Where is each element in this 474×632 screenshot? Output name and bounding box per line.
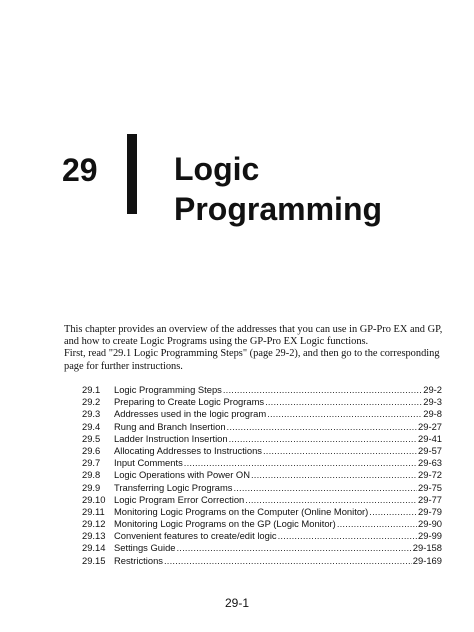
toc-entry-29-5[interactable]	[82, 433, 442, 445]
toc-section-title: Addresses used in the logic program	[114, 408, 267, 420]
toc-section-title: Ladder Instruction Insertion	[114, 432, 228, 444]
toc-page-number: 29-79	[418, 505, 442, 517]
toc-section-number: 29.13	[82, 530, 106, 542]
toc-section-title: Allocating Addresses to Instructions	[114, 444, 262, 456]
toc-section-title: Transferring Logic Programs	[114, 481, 233, 493]
intro-line: and how to create Logic Programs using the GP-Pro EX Logic functions.	[64, 336, 369, 348]
chapter-title	[174, 149, 382, 229]
chapter-title-line-1: Logic	[174, 151, 260, 187]
toc-section-title: Input Comments	[114, 457, 183, 469]
toc-page-number: 29-2	[423, 384, 442, 395]
toc-leader-dots	[265, 396, 422, 408]
toc-page-number: 29-72	[418, 469, 442, 481]
toc-leader-dots	[227, 421, 417, 433]
toc-section-number: 29.15	[82, 554, 106, 566]
toc-section-title: Monitoring Logic Programs on the Computer (Online Monitor)	[114, 505, 369, 517]
toc-page-number: 29-63	[418, 457, 442, 469]
toc-page-number: 29-90	[418, 518, 442, 530]
toc-section-number: 29.12	[82, 518, 106, 530]
toc-page-number: 29-75	[418, 481, 442, 493]
chapter-number: 29	[62, 152, 98, 188]
toc-leader-dots	[251, 469, 417, 481]
toc-leader-dots	[233, 482, 417, 494]
toc-section-number: 29.7	[82, 457, 101, 469]
toc-leader-dots	[184, 457, 417, 469]
toc-page-number: 29-3	[423, 396, 442, 408]
toc-page-number: 29-169	[412, 554, 442, 566]
toc-page-number: 29-57	[418, 444, 442, 456]
toc-entry-29-1[interactable]	[82, 384, 442, 396]
toc-section-title: Logic Program Error Correction	[114, 493, 245, 505]
intro-line: First, read "29.1 Logic Programming Steps" (page 29-2), and then go to the corresponding	[64, 348, 440, 360]
toc-section-number: 29.10	[82, 493, 106, 505]
toc-section-number: 29.6	[82, 444, 101, 456]
toc-section-title: Preparing to Create Logic Programs	[114, 396, 265, 408]
toc-leader-dots	[337, 518, 417, 530]
toc-entry-29-4[interactable]	[82, 421, 442, 433]
toc-section-number: 29.9	[82, 481, 101, 493]
toc-entry-29-9[interactable]	[82, 482, 442, 494]
toc-page-number: 29-77	[418, 493, 442, 505]
toc-page-number: 29-41	[418, 432, 442, 444]
toc-section-number: 29.5	[82, 432, 101, 444]
page-footer-number: 29-1	[224, 596, 250, 610]
toc-section-number: 29.14	[82, 542, 106, 554]
toc-page-number: 29-99	[418, 530, 442, 542]
toc-section-title: Monitoring Logic Programs on the GP (Logic Monitor)	[114, 518, 336, 530]
chapter-title-line-2: Programming	[174, 191, 383, 227]
toc-leader-dots	[164, 555, 412, 567]
toc-section-number: 29.11	[82, 505, 105, 517]
toc-section-title: Logic Programming Steps	[114, 384, 222, 395]
toc-leader-dots	[278, 530, 417, 542]
intro-line: page for further instructions.	[64, 360, 183, 372]
toc-leader-dots	[245, 494, 417, 506]
toc-page-number: 29-158	[412, 542, 442, 554]
toc-entry-29-12[interactable]	[82, 518, 442, 530]
toc-entry-29-10[interactable]	[82, 494, 442, 506]
toc-leader-dots	[263, 445, 417, 457]
toc-entry-29-11[interactable]	[82, 506, 442, 518]
toc-entry-29-7[interactable]	[82, 457, 442, 469]
toc-entry-29-15[interactable]	[82, 555, 442, 567]
toc-leader-dots	[267, 408, 422, 420]
toc-section-number: 29.1	[82, 384, 101, 395]
toc-section-title: Convenient features to create/edit logic	[114, 530, 277, 542]
toc-leader-dots	[369, 506, 417, 518]
toc-entry-29-13[interactable]	[82, 530, 442, 542]
toc-leader-dots	[223, 384, 422, 396]
toc-page-number: 29-8	[423, 408, 442, 420]
toc-section-title: Restrictions	[114, 554, 163, 566]
toc-page-number: 29-27	[418, 420, 442, 432]
toc-section-title: Rung and Branch Insertion	[114, 420, 226, 432]
toc-section-title: Logic Operations with Power ON	[114, 469, 250, 481]
toc-section-number: 29.8	[82, 469, 101, 481]
toc-entry-29-2[interactable]	[82, 396, 442, 408]
toc-entry-29-14[interactable]	[82, 542, 442, 554]
toc-section-number: 29.3	[82, 408, 101, 420]
toc-entry-29-8[interactable]	[82, 469, 442, 481]
chapter-divider-bar	[127, 134, 137, 214]
chapter-intro	[64, 324, 454, 373]
toc-entry-29-6[interactable]	[82, 445, 442, 457]
toc-section-number: 29.4	[82, 420, 101, 432]
intro-line: This chapter provides an overview of the addresses that you can use in GP-Pro EX and GP,	[64, 324, 443, 335]
toc-entry-29-3[interactable]	[82, 408, 442, 420]
toc-section-title: Settings Guide	[114, 542, 176, 554]
table-of-contents	[82, 384, 442, 567]
toc-section-number: 29.2	[82, 396, 101, 408]
toc-leader-dots	[177, 542, 412, 554]
toc-leader-dots	[229, 433, 417, 445]
